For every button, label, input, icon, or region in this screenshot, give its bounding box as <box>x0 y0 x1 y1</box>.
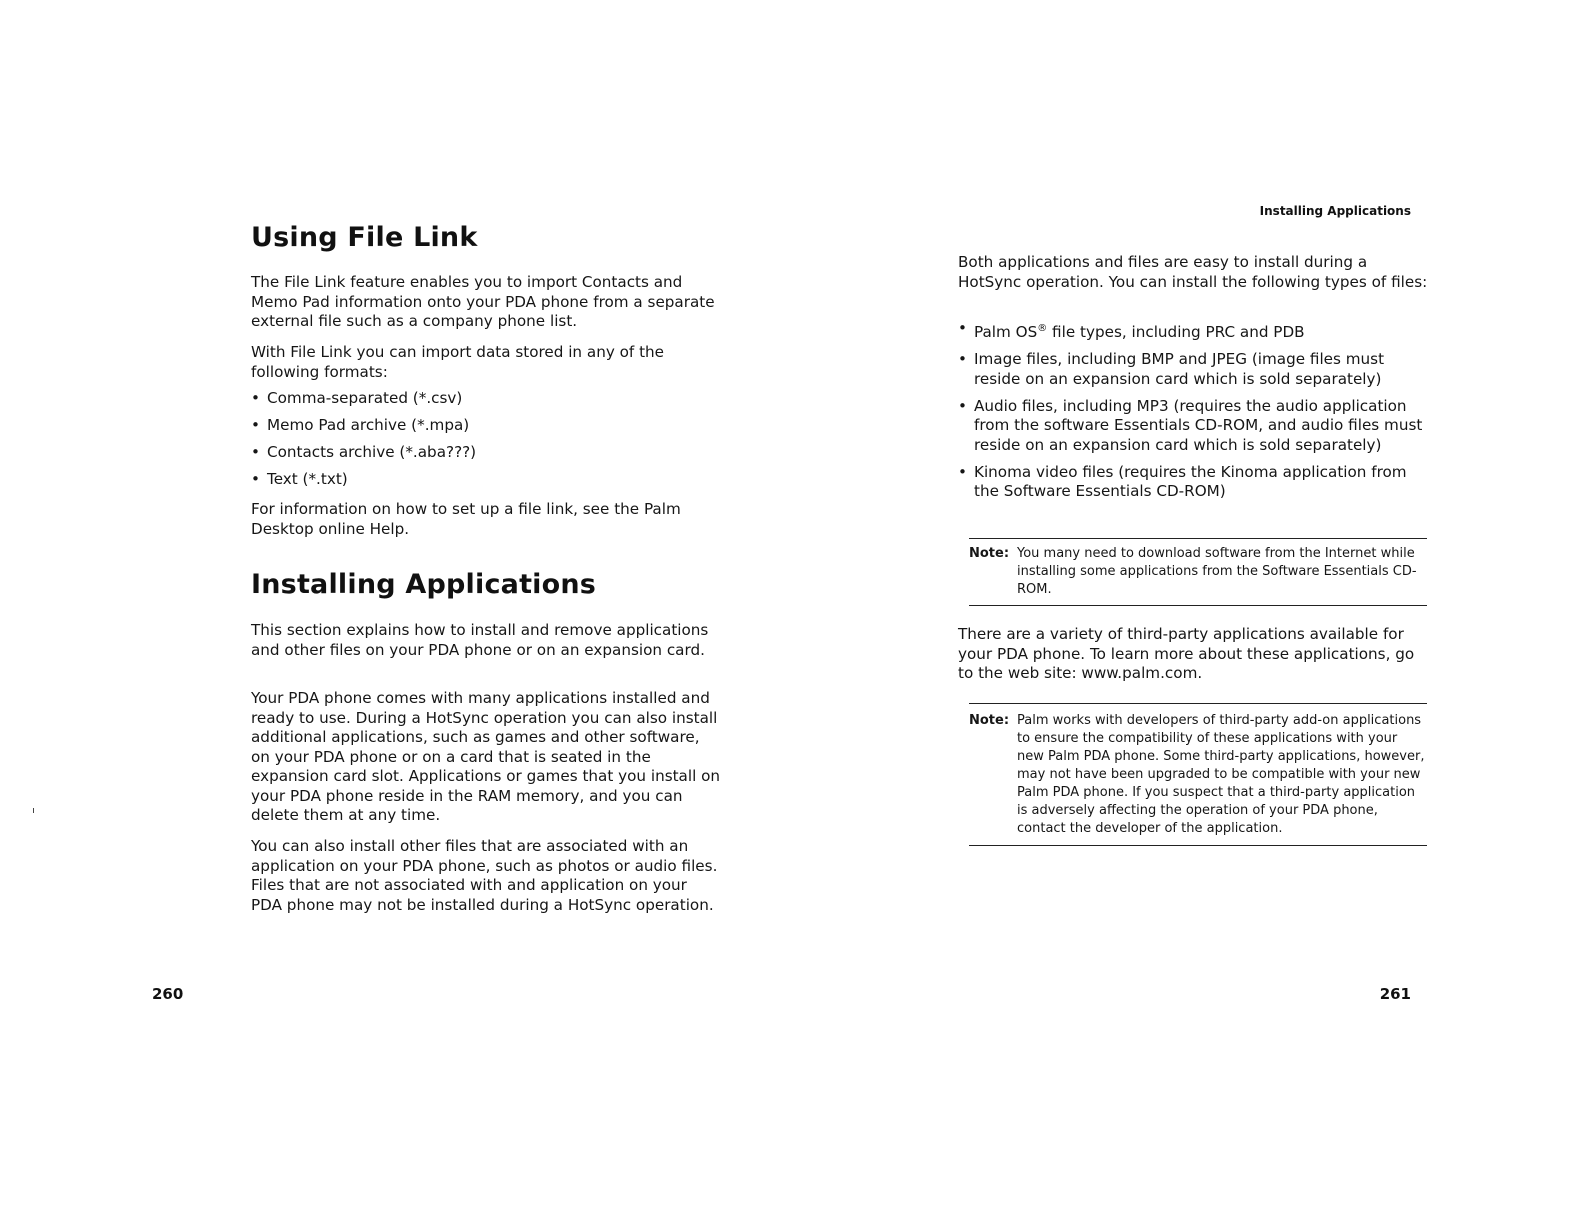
running-head: Installing Applications <box>1259 204 1411 218</box>
list-item: • Palm OS® file types, including PRC and PDB <box>958 319 1305 342</box>
note-text: Palm works with developers of third-party add-on applications to ensure the compatibility of these applications with your new Palm PDA phone. Some third-party applications, however, may not have been upgraded to be compatible with your new Palm PDA phone. If you suspect that a third-party application is adversely affecting the operation of your PDA phone, contact the developer of the application. <box>1017 713 1425 836</box>
page-number-right: 261 <box>1379 985 1411 1003</box>
note-third-party-compatibility <box>969 703 1427 846</box>
list-item: • Kinoma video files (requires the Kinoma application from the Software Essentials CD-ROM) <box>958 462 1407 501</box>
file-format-list <box>251 389 721 497</box>
list-item: • Text (*.txt) <box>251 470 348 488</box>
heading-using-file-link: Using File Link <box>251 222 478 253</box>
list-item: • Audio files, including MP3 (requires the audio application from the software Essentials CD-ROM, and audio files must reside on an expansion card which is sold separately) <box>958 396 1423 454</box>
bullet-dot-icon: • <box>958 350 967 369</box>
bullet-dot-icon: • <box>251 470 260 488</box>
file-link-help-paragraph: For information on how to set up a file link, see the Palm Desktop online Help. <box>251 500 681 538</box>
associated-files-paragraph: You can also install other files that are associated with an application on your PDA phone, such as photos or audio files. Files that are not associated with and application on your PDA phone may not be installed during a HotSync operation. <box>251 837 718 914</box>
list-item: • Memo Pad archive (*.mpa) <box>251 416 470 434</box>
bullet-dot-icon: • <box>251 416 260 434</box>
list-item: • Comma-separated (*.csv) <box>251 389 463 407</box>
right-page <box>792 0 1584 1224</box>
note-label: Note: <box>969 546 1010 561</box>
note-label: Note: <box>969 713 1010 728</box>
bullet-dot-icon: • <box>251 389 260 407</box>
file-type-list <box>958 319 1428 509</box>
file-link-intro-paragraph: The File Link feature enables you to import Contacts and Memo Pad information onto your PDA phone from a separate external file such as a company phone list. <box>251 273 715 330</box>
installing-intro-paragraph: This section explains how to install and remove applications and other files on your PDA phone or on an expansion card. <box>251 621 709 659</box>
bullet-dot-icon: • <box>251 443 260 461</box>
note-download-software <box>969 538 1427 606</box>
page-number-left: 260 <box>152 985 184 1003</box>
install-types-intro-paragraph: Both applications and files are easy to install during a HotSync operation. You can install the following types of files: <box>958 253 1428 291</box>
list-item: • Image files, including BMP and JPEG (image files must reside on an expansion card which is sold separately) <box>958 350 1385 388</box>
bullet-dot-icon: • <box>958 462 967 481</box>
third-party-paragraph: There are a variety of third-party applications available for your PDA phone. To learn more about these applications, go to the web site: www.palm.com. <box>958 625 1415 682</box>
bullet-dot-icon: • <box>958 319 967 337</box>
heading-installing-applications: Installing Applications <box>251 569 597 600</box>
note-text: You many need to download software from the Internet while installing some applications from the Software Essentials CD-ROM. <box>1017 546 1417 597</box>
file-link-formats-intro-paragraph: With File Link you can import data stored in any of the following formats: <box>251 343 665 381</box>
list-item: • Contacts archive (*.aba???) <box>251 443 477 461</box>
installed-applications-paragraph: Your PDA phone comes with many applications installed and ready to use. During a HotSync operation you can also install additional applications, such as games and other software, on your PDA phone or on a card that is seated in the expansion card slot. Applications or games that you install on your PDA phone reside in the RAM memory, and you can delete them at any time. <box>251 689 721 824</box>
registered-mark: ® <box>1037 323 1048 334</box>
bullet-dot-icon: • <box>958 396 967 415</box>
